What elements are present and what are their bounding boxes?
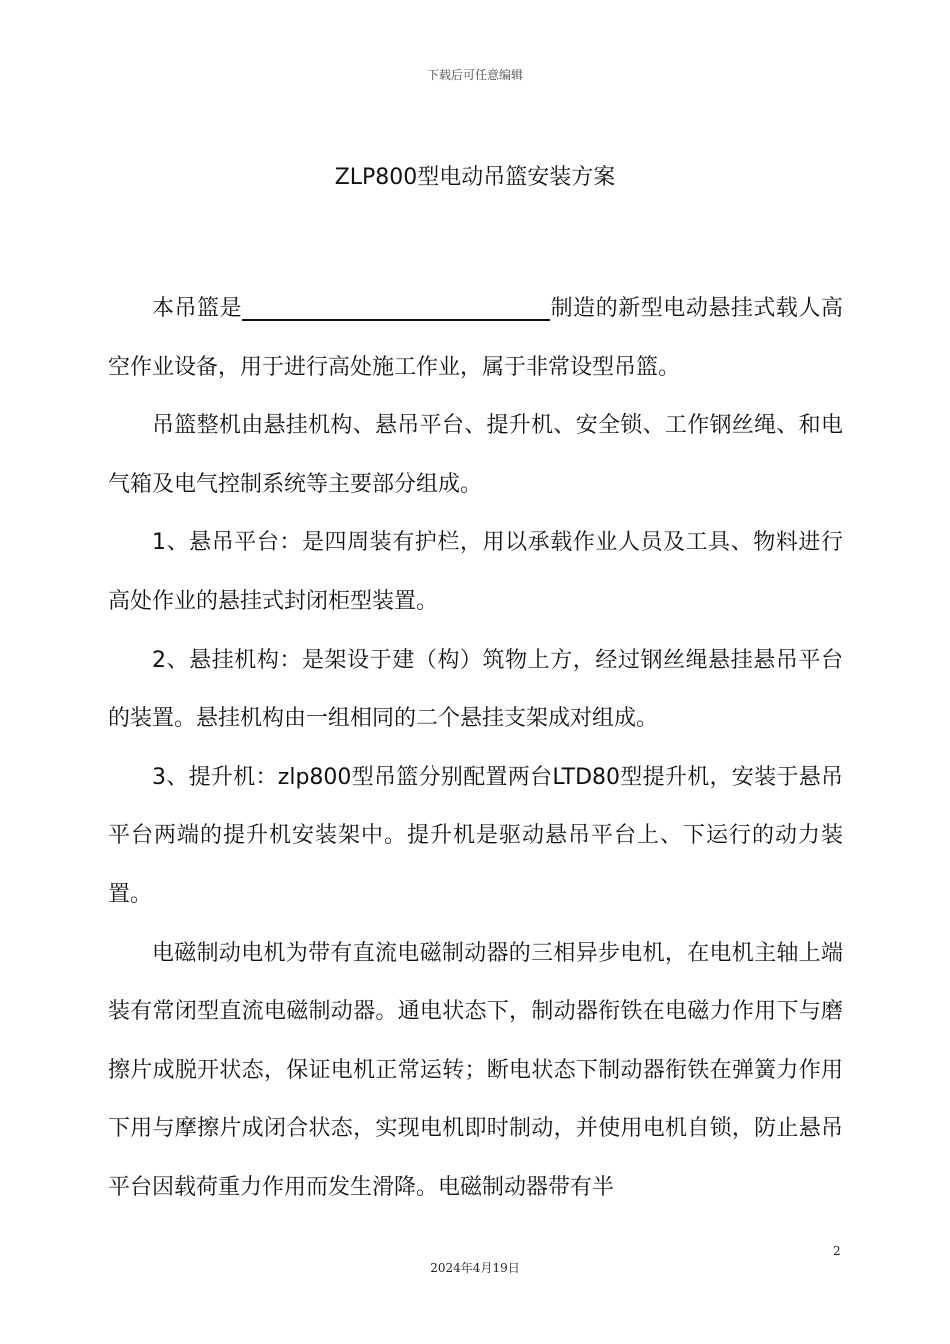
intro-text-end: 制造的新型电动悬挂式载人高空作业设备，用于进行高处施工作业，属于非常设型吊篮。 (108, 296, 843, 380)
page-number: 2 (833, 1244, 841, 1258)
paragraph-intro (108, 280, 843, 397)
intro-text-start: 本吊篮是 (152, 296, 243, 321)
manufacturer-blank-line (242, 297, 550, 321)
paragraph-brake-motor: 电磁制动电机为带有直流电磁制动器的三相异步电机，在电机主轴上端装有常闭型直流电磁制动器。通电状态下，制动器衔铁在电磁力作用下与磨擦片成脱开状态，保证电机正常运转；断电状态下制动器衔铁在弹簧力作用下用与摩擦片成闭合状态，实现电机即时制动，并使用电机自锁，防止悬吊平台因载荷重力作用而发生滑降。电磁制动器带有半 (108, 940, 843, 1200)
paragraph-hoist: 3、提升机：zlp800型吊篮分别配置两台LTD80型提升机，安装于悬吊平台两端的提升机安装架中。提升机是驱动悬吊平台上、下运行的动力装置。 (108, 764, 843, 907)
page-header-note: 下载后可任意编辑 (426, 68, 523, 82)
footer-date: 2024年4月19日 (430, 1261, 520, 1275)
document-title: ZLP800型电动吊篮安装方案 (334, 165, 616, 190)
document-body (108, 280, 843, 1218)
paragraph-composition: 吊篮整机由悬挂机构、悬吊平台、提升机、安全锁、工作钢丝绳、和电气箱及电气控制系统等主要部分组成。 (108, 413, 843, 497)
paragraph-suspension: 2、悬挂机构：是架设于建（构）筑物上方，经过钢丝绳悬挂悬吊平台的装置。悬挂机构由一组相同的二个悬挂支架成对组成。 (108, 647, 843, 732)
paragraph-platform: 1、悬吊平台：是四周装有护栏，用以承载作业人员及工具、物料进行高处作业的悬挂式封闭柜型装置。 (108, 530, 843, 614)
